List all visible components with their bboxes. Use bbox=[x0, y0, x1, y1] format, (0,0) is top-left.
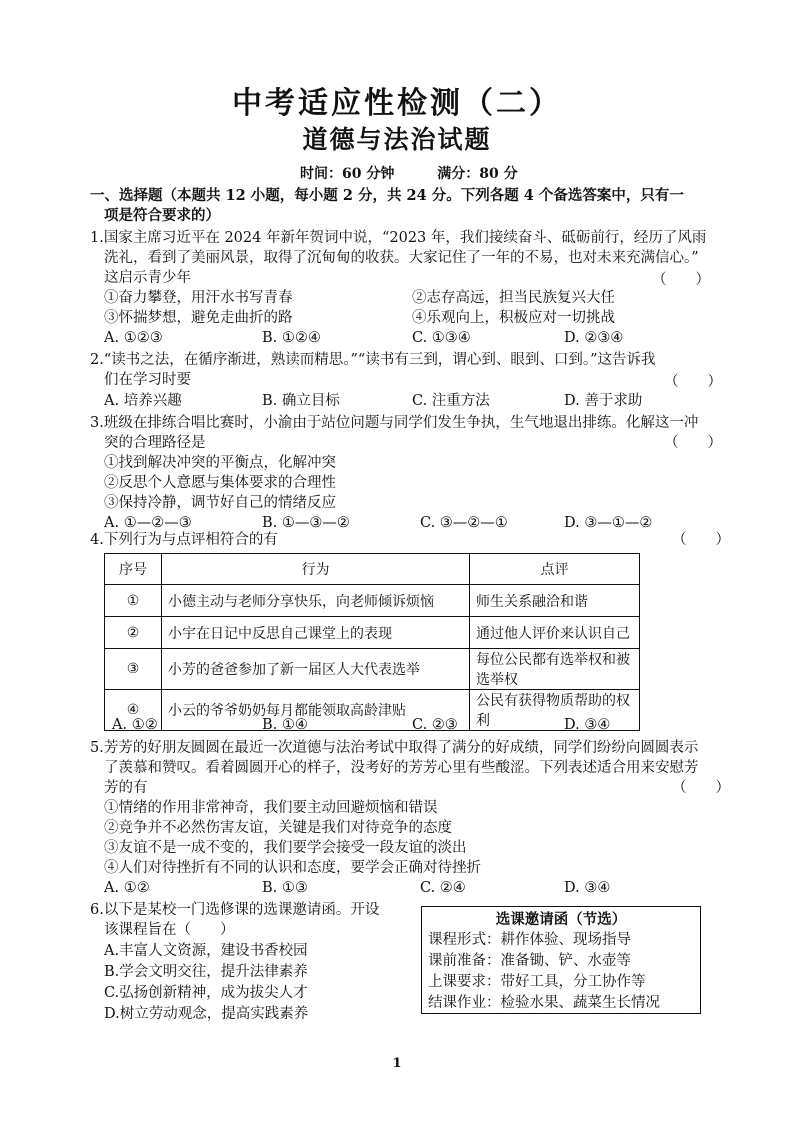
table-row bbox=[105, 585, 640, 617]
q2-stem-1: 2.“读书之法，在循序渐进，熟读而精思。”“读书有三到，谓心到、眼到、口到。”这告诉我 bbox=[90, 352, 656, 368]
invitation-row: 结课作业：检验水果、蔬菜生长情况 bbox=[428, 995, 660, 1011]
q1-statement-1: ①奋力攀登，用汗水书写青春 bbox=[104, 290, 293, 306]
invitation-row: 上课要求：带好工具，分工协作等 bbox=[428, 974, 646, 990]
q3-stem-1: 3.班级在排练合唱比赛时，小渝由于站位问题与同学们发生争执，生气地退出排练。化解这一冲 bbox=[90, 415, 699, 431]
q5-statement-4: ④人们对待挫折有不同的认识和态度，要学会正确对待挫折 bbox=[104, 860, 481, 876]
q5-statement-2: ②竞争并不必然伤害友谊，关键是我们对待竞争的态度 bbox=[104, 820, 452, 836]
q1-stem-2: 洗礼，看到了美丽风景，取得了沉甸甸的收获。大家记住了一年的不易，也对未来充满信心。” bbox=[104, 250, 699, 266]
q2-option-c: C. 注重方法 bbox=[412, 393, 490, 409]
exam-time: 时间：60 分钟 bbox=[300, 166, 395, 182]
q4-table bbox=[104, 553, 640, 731]
table-cell-comment: 师生关系融洽和谐 bbox=[470, 585, 640, 617]
q3-statement-1: ①找到解决冲突的平衡点，化解冲突 bbox=[104, 455, 336, 471]
q5-option-a: A. ①② bbox=[104, 880, 150, 896]
q1-stem-1: 1.国家主席习近平在 2024 年新年贺词中说，“2023 年，我们接续奋斗、砥砺前行，经历了风雨 bbox=[90, 230, 707, 246]
q5-stem-2: 了羡慕和赞叹。看着圆圆开心的样子，没考好的芳芳心里有些酸涩。下列表述适合用来安慰芳 bbox=[104, 760, 699, 776]
q4-option-b: B. ①④ bbox=[262, 717, 308, 733]
table-cell-behavior: 小宇在日记中反思自己课堂上的表现 bbox=[162, 617, 470, 649]
section-heading: 一、选择题（本题共 12 小题，每小题 2 分，共 24 分。下列各题 4 个备选答案中，只有一 bbox=[90, 187, 684, 204]
q3-option-d: D. ③—①—② bbox=[564, 515, 653, 531]
table-cell-index: ③ bbox=[105, 649, 162, 690]
q1-option-b: B. ①②④ bbox=[262, 330, 321, 346]
q1-stem-3: 这启示青少年 bbox=[104, 270, 191, 286]
q6-stem-1: 6.以下是某校一门选修课的选课邀请函。开设 bbox=[90, 902, 380, 918]
table-header-row bbox=[105, 554, 640, 585]
q1-statement-4: ④乐观向上，积极应对一切挑战 bbox=[412, 310, 615, 326]
q6-option-d: D.树立劳动观念，提高实践素养 bbox=[104, 1006, 309, 1022]
q6-stem-2: 该课程旨在（ ） bbox=[104, 922, 235, 938]
table-row bbox=[105, 649, 640, 690]
q5-option-d: D. ③④ bbox=[564, 880, 611, 896]
q2-stem-2: 们在学习时要 bbox=[104, 372, 191, 388]
q6-option-a: A.丰富人文资源，建设书香校园 bbox=[104, 943, 308, 959]
page-title: 中考适应性检测（二） bbox=[232, 86, 562, 121]
table-cell-behavior: 小芳的爸爸参加了新一届区人大代表选举 bbox=[162, 649, 470, 690]
q5-statement-1: ①情绪的作用非常神奇，我们要主动回避烦恼和错误 bbox=[104, 800, 438, 816]
q3-statement-3: ③保持冷静，调节好自己的情绪反应 bbox=[104, 495, 336, 511]
invitation-row: 课前准备：准备锄、铲、水壶等 bbox=[428, 953, 631, 969]
invitation-box bbox=[421, 906, 701, 1014]
table-row bbox=[105, 617, 640, 649]
exam-meta bbox=[300, 163, 556, 183]
table-header-cell: 行为 bbox=[162, 554, 470, 585]
q3-stem-2: 突的合理路径是 bbox=[104, 435, 206, 451]
q5-option-c: C. ②④ bbox=[420, 880, 466, 896]
q5-stem-1: 5.芳芳的好朋友圆圆在最近一次道德与法治考试中取得了满分的好成绩，同学们纷纷向圆圆表示 bbox=[90, 740, 699, 756]
exam-score: 满分：80 分 bbox=[437, 166, 518, 182]
q4-option-d: D. ③④ bbox=[564, 717, 611, 733]
q5-statement-3: ③友谊不是一成不变的，我们要学会接受一段友谊的淡出 bbox=[104, 840, 467, 856]
table-cell-behavior: 小云的爷爷奶奶每月都能领取高龄津贴 bbox=[162, 690, 470, 731]
q2-option-d: D. 善于求助 bbox=[564, 393, 643, 409]
q4-answer-paren: （ ） bbox=[672, 532, 730, 548]
table-header-cell: 序号 bbox=[105, 554, 162, 585]
table-row bbox=[105, 690, 640, 731]
q4-option-c: C. ②③ bbox=[412, 717, 458, 733]
q2-option-b: B. 确立目标 bbox=[262, 393, 340, 409]
q5-stem-3: 芳的有 bbox=[104, 780, 148, 796]
table-cell-index: ① bbox=[105, 585, 162, 617]
q3-option-a: A. ①—②—③ bbox=[104, 515, 192, 531]
q1-answer-paren: （ ） bbox=[652, 272, 710, 288]
table-cell-behavior: 小德主动与老师分享快乐，向老师倾诉烦恼 bbox=[162, 585, 470, 617]
q1-option-c: C. ①③④ bbox=[412, 330, 471, 346]
q6-option-b: B.学会文明交往，提升法律素养 bbox=[104, 964, 308, 980]
table-cell-comment: 每位公民都有选举权和被选举权 bbox=[470, 649, 640, 690]
q1-statement-2: ②志存高远，担当民族复兴大任 bbox=[412, 290, 615, 306]
invitation-title: 选课邀请函（节选） bbox=[495, 911, 627, 928]
q3-option-c: C. ③—②—① bbox=[420, 515, 508, 531]
invitation-row: 课程形式：耕作体验、现场指导 bbox=[428, 932, 631, 948]
q1-statement-3: ③怀揣梦想，避免走曲折的路 bbox=[104, 310, 293, 326]
table-cell-index: ② bbox=[105, 617, 162, 649]
q2-answer-paren: （ ） bbox=[664, 374, 722, 390]
q3-answer-paren: （ ） bbox=[664, 435, 722, 451]
q2-option-a: A. 培养兴趣 bbox=[104, 393, 182, 409]
page-subtitle: 道德与法治试题 bbox=[302, 125, 492, 154]
table-header-cell: 点评 bbox=[470, 554, 640, 585]
q1-option-d: D. ②③④ bbox=[564, 330, 624, 346]
section-heading-cont: 项是符合要求的） bbox=[104, 207, 220, 224]
table-cell-comment: 公民有获得物质帮助的权利 bbox=[470, 690, 640, 731]
q4-option-a: A. ①② bbox=[112, 717, 158, 733]
q3-option-b: B. ①—③—② bbox=[262, 515, 350, 531]
q1-option-a: A. ①②③ bbox=[104, 330, 163, 346]
q4-stem: 4.下列行为与点评相符合的有 bbox=[90, 532, 278, 548]
page-number: 1 bbox=[392, 1056, 402, 1071]
q6-option-c: C.弘扬创新精神，成为拔尖人才 bbox=[104, 985, 308, 1001]
q5-answer-paren: （ ） bbox=[672, 780, 730, 796]
table-cell-index: ④ bbox=[105, 690, 162, 731]
q3-statement-2: ②反思个人意愿与集体要求的合理性 bbox=[104, 475, 336, 491]
q5-option-b: B. ①③ bbox=[262, 880, 308, 896]
table-cell-comment: 通过他人评价来认识自己 bbox=[470, 617, 640, 649]
